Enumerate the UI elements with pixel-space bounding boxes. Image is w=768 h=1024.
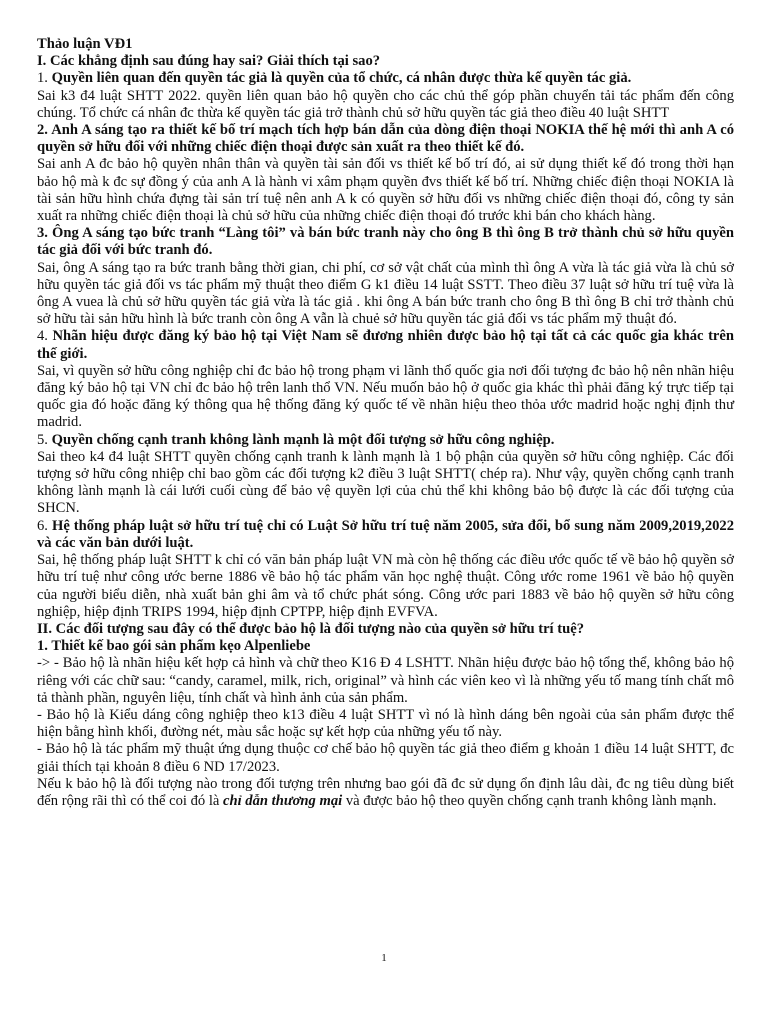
question-6 xyxy=(37,518,734,552)
answer-4: Sai, vì quyền sở hữu công nghiệp chỉ đc bảo hộ trong phạm vi lãnh thổ quốc gia nơi đối tượng đc bảo hộ nên nhãn hiệu đăng ký bảo hộ tại VN chỉ đc bảo hộ trên lanh thổ VN. Nếu muốn bảo hộ ở quốc gia khác thì phải đăng ký trực tiếp tại quốc gia đó hoặc đăng ký thông qua hệ thống đăng ký quốc tế về nhãn hiệu theo thỏa ước madrid hoặc nghị định thư madrid. xyxy=(37,362,734,431)
section-2-answer-trade-indication xyxy=(37,776,734,810)
question-2: 2. Anh A sáng tạo ra thiết kế bố trí mạch tích hợp bán dẫn của dòng điện thoại NOKIA thế hệ mới thì anh A có quyền sở hữu đối với những chiếc điện thoại được sản xuất ra theo thiết kế đó. xyxy=(37,122,734,156)
question-4 xyxy=(37,328,734,362)
section-2-answer-industrial-design: - Bảo hộ là Kiểu dáng công nghiệp theo k13 điều 4 luật SHTT vì nó là hình dáng bên ngoài của sản phẩm được thể hiện bằng hình khối, đường nét, màu sắc hoặc sự kết hợp của những yếu tố này. xyxy=(37,706,734,741)
trade-indication-text-pre: Nếu k bảo hộ là đối tượng nào trong đối tượng trên nhưng bao gói đã đc sử dụng ổn định lâu dài, đc ng tiêu dùng biết đến rộng rãi thì có thể coi đó là xyxy=(37,775,734,809)
document-page xyxy=(37,36,734,810)
question-6-text: Hệ thống pháp luật sở hữu trí tuệ chỉ có Luật Sở hữu trí tuệ năm 2005, sửa đổi, bổ sung năm 2009,2019,2022 và các văn bản dưới luật. xyxy=(37,517,735,551)
question-3: 3. Ông A sáng tạo bức tranh “Làng tôi” và bán bức tranh này cho ông B thì ông B trở thành chủ sở hữu quyền tác giả đối với bức tranh đó. xyxy=(37,225,734,259)
answer-2: Sai anh A đc bảo hộ quyền nhân thân và quyền tài sản đối vs thiết kế bố trí đó, ai sử dụng thiết kế đó trong thời hạn bảo hộ mà k đc sự đồng ý của anh A là hành vi xâm phạm quyền đvs thiết kế bố trí. Những chiếc điện thoại NOKIA là tài sản hữu hình chứa đựng tài sản trí tuệ nên anh A k có quyền sở hữu đối vs những chiếc điện thoại đó, công ty sản xuất ra những chiếc điện thoại là chủ sở hữu của những chiếc điện thoại đó trước khi bán cho khách hàng. xyxy=(37,156,734,225)
document-title: Thảo luận VĐ1 xyxy=(37,36,133,52)
question-4-number: 4. xyxy=(37,328,53,345)
answer-3: Sai, ông A sáng tạo ra bức tranh bằng thời gian, chi phí, cơ sở vật chất của mình thì ông A vừa là tác giả vừa là chủ sở hữu quyền tác giả đối vs tác phẩm mỹ thuật theo điểm G k1 điều 14 luật SSTT. Theo điều 37 luật sở hữu trí tuệ vừa là ông A vuea là chủ sở hữu quyền tác giả vừa là tác giả . khi ông A bán bức tranh cho ông B thì ông B chỉ trở thành chủ sở hữu tài sản hữu hình là bức tranh còn ông A vẫn là chuẻ sở hữu quyền tác giả đối vs tác phẩm mỹ thuật đó. xyxy=(37,259,734,328)
question-4-text: Nhãn hiệu được đăng ký bảo hộ tại Việt Nam sẽ đương nhiên được bảo hộ tại tất cả các quốc gia khác trên thế giới. xyxy=(37,328,734,362)
answer-6: Sai, hệ thống pháp luật SHTT k chỉ có văn bản pháp luật VN mà còn hệ thống các điều ước quốc tế về bảo hộ quyền sở hữu trí tuệ như công ước berne 1886 về bảo hộ tác phẩm văn học nghệ thuật. Công ước rome 1961 về bảo hộ quyền của người biểu diễn, nhà xuất bản ghi âm và tổ chức phát sóng. Công ước pari 1883 về bảo hộ quyền sở hữu công nghiệp, hiệp định TRIPS 1994, hiệp định CPTPP, hiệp định EVFVA. xyxy=(37,552,734,620)
section-heading-1: I. Các khẳng định sau đúng hay sai? Giải thích tại sao? xyxy=(37,53,381,70)
section-2-answer-applied-art: - Bảo hộ là tác phẩm mỹ thuật ứng dụng thuộc cơ chế bảo hộ quyền tác giả theo điểm g khoản 1 điều 14 luật SHTT, đc giải thích tại khoản 8 điều 6 ND 17/2023. xyxy=(37,741,734,775)
question-1-text: Quyền liên quan đến quyền tác giả là quyền của tổ chức, cá nhân được thừa kế quyền tác giả. xyxy=(51,70,632,87)
section-heading-2: II. Các đối tượng sau đây có thể được bảo hộ là đối tượng nào của quyền sở hữu trí tuệ? xyxy=(37,620,585,637)
trade-indication-emphasis: chỉ dẫn thương mại xyxy=(223,792,343,809)
question-1 xyxy=(37,70,734,87)
question-5-number: 5. xyxy=(37,431,52,448)
question-6-number: 6. xyxy=(37,517,52,534)
trade-indication-text-post: và được bảo hộ theo quyền chống cạnh tranh không lành mạnh. xyxy=(342,792,717,809)
section-2-answer-trademark: -> - Bảo hộ là nhãn hiệu kết hợp cả hình và chữ theo K16 Đ 4 LSHTT. Nhãn hiệu được bảo hộ tổng thể, không bảo hộ riêng với các chữ sau: “candy, caramel, milk, rich, original” và hình các viên keo vì là những yếu tố mang tính chất mô tả thành phần, nguyên liệu, tính chất và hình ảnh của sản phẩm. xyxy=(37,655,734,706)
question-5-text: Quyền chống cạnh tranh không lành mạnh là một đối tượng sở hữu công nghiệp. xyxy=(51,431,555,448)
answer-1: Sai k3 đ4 luật SHTT 2022. quyền liên quan bảo hộ quyền cho các chủ thể góp phần chuyển tải tác phẩm đến công chúng. Tổ chức cá nhân đc thừa kế quyền tác giả trở thành chủ sở hữu quyền tác giả theo điều 40 luật SHTT xyxy=(37,87,734,121)
question-5 xyxy=(37,432,734,449)
page-number: 1 xyxy=(381,952,387,964)
answer-5: Sai theo k4 đ4 luật SHTT quyền chống cạnh tranh k lành mạnh là 1 bộ phận của quyền sở hữu công nghiệp. Các đối tượng sở hữu công nhiệp chỉ bao gồm các đối tượng k2 điều 3 luật SHTT( chép ra). Như vậy, quyền chống cạnh tranh không lành mạnh là cái lưới cuối cùng để bảo vệ quyền lợi của chủ thể khi không bảo bộ được là các đối tượng của SHCN. xyxy=(37,448,734,517)
question-1-number: 1. xyxy=(37,70,52,87)
section-2-question-1: 1. Thiết kế bao gói sản phẩm kẹo Alpenliebe xyxy=(37,638,311,655)
